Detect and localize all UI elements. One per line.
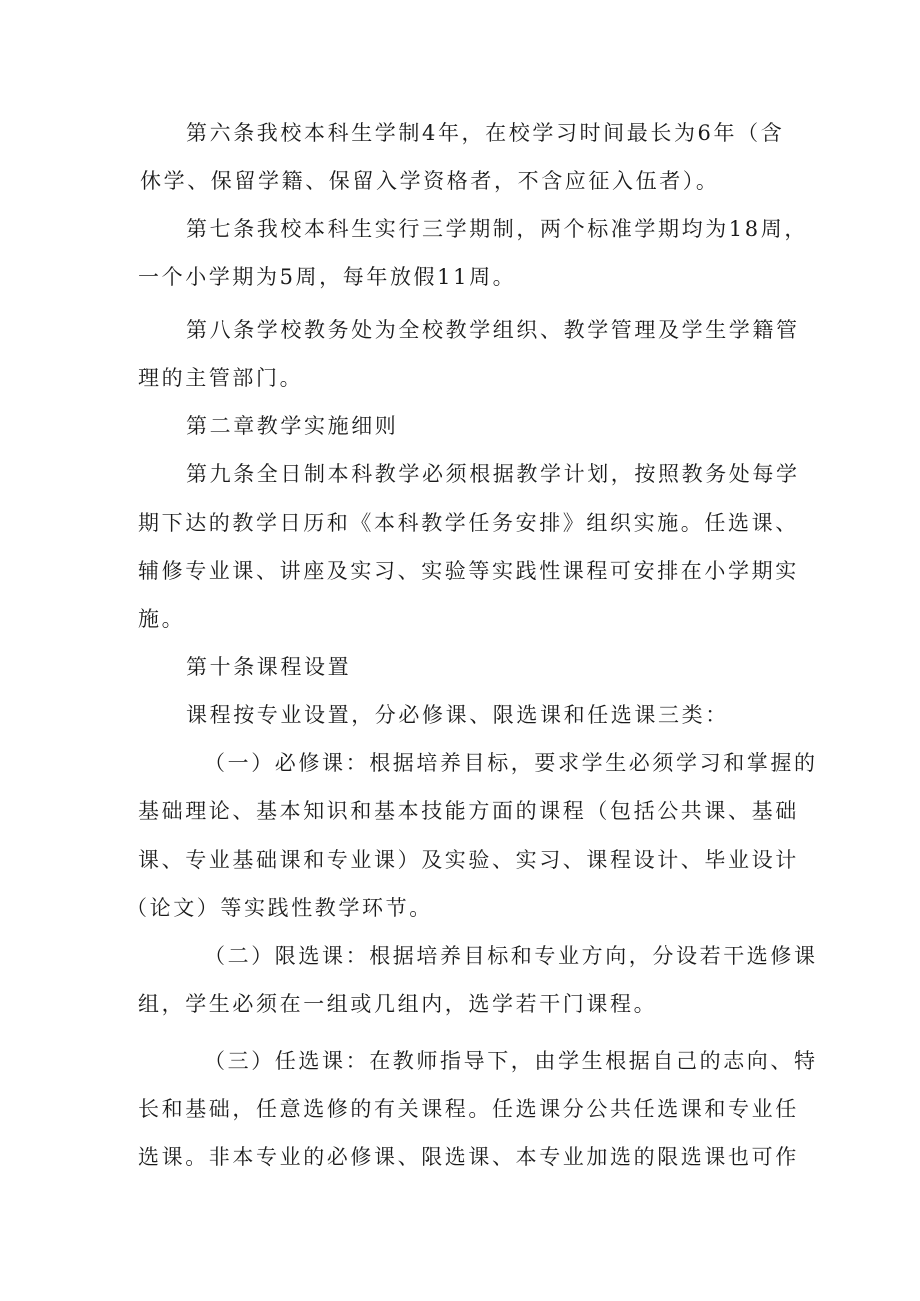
article-9-line-2: 期下达的教学日历和《本科教学任务安排》组织实施。任选课、 (138, 511, 799, 535)
article-6-line-1: 第六条我校本科生学制4年，在校学习时间最长为6年（含 (186, 121, 785, 145)
free-elective-line-3: 选课。非本专业的必修课、限选课、本专业加选的限选课也可作 (138, 1145, 799, 1169)
chapter-2-heading: 第二章教学实施细则 (186, 414, 399, 438)
article-6-line-2: 休学、保留学籍、保留入学资格者，不含应征入伍者）。 (140, 169, 720, 193)
article-8-line-2: 理的主管部门。 (138, 366, 304, 390)
required-course-line-4: （论文）等实践性教学环节。 (126, 896, 433, 920)
article-8-line-1: 第八条学校教务处为全校教学组织、教学管理及学生学籍管 (186, 318, 800, 342)
required-course-line-2: 基础理论、基本知识和基本技能方面的课程（包括公共课、基础 (138, 799, 799, 823)
article-9-line-3: 辅修专业课、讲座及实习、实验等实践性课程可安排在小学期实 (138, 559, 799, 583)
restricted-elective-line-2: 组，学生必须在一组或几组内，选学若干门课程。 (138, 992, 658, 1016)
article-7-line-2: 一个小学期为5周，每年放假11周。 (138, 265, 517, 289)
restricted-elective-line-1: （二）限选课：根据培养目标和专业方向，分设若干选修课 (204, 944, 818, 968)
article-9-line-4: 施。 (138, 607, 186, 631)
required-course-line-3: 课、专业基础课和专业课）及实验、实习、课程设计、毕业设计 (138, 848, 799, 872)
free-elective-line-1: （三）任选课：在教师指导下，由学生根据自己的志向、特 (204, 1049, 818, 1073)
article-7-line-1: 第七条我校本科生实行三学期制，两个标准学期均为18周， (186, 217, 808, 241)
course-categories-intro: 课程按专业设置，分必修课、限选课和任选课三类： (186, 703, 729, 727)
article-9-line-1: 第九条全日制本科教学必须根据教学计划，按照教务处每学 (186, 462, 800, 486)
required-course-line-1: （一）必修课：根据培养目标，要求学生必须学习和掌握的 (204, 751, 818, 775)
article-10-heading: 第十条课程设置 (186, 655, 352, 679)
free-elective-line-2: 长和基础，任意选修的有关课程。任选课分公共任选课和专业任 (138, 1097, 799, 1121)
